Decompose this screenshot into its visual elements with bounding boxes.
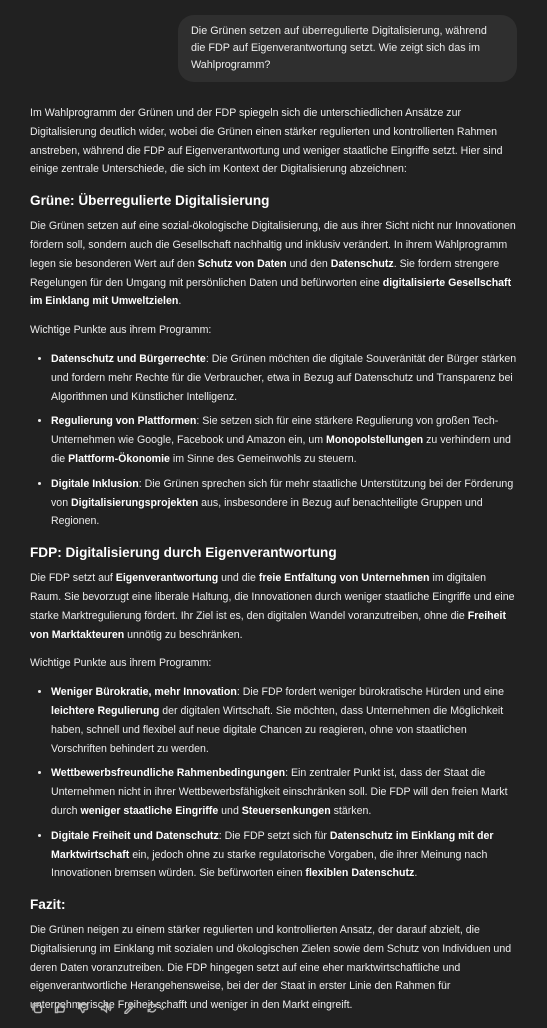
list-item: • Digitale Inklusion: Die Grünen sprechen sich für mehr staatliche Unterstützung bei der Förderung von Digitalisierungsprojekten aus, insbesondere in Bezug auf benachteiligte Gruppen und Regionen. <box>51 475 520 531</box>
intro-paragraph: Im Wahlprogramm der Grünen und der FDP spiegeln sich die unterschiedlichen Ansätze zur Digitalisierung deutlich wider, wobei die Grünen einen stärker regulierten und kontrollierten Rahmen anstreben, während die FDP auf Eigenverantwortung und weniger staatliche Eingriffe setzt. Hier sind einige zentrale Unterschiede, die sich im Kontext der Digitalisierung abzeichnen: <box>30 107 503 176</box>
copy-button[interactable] <box>30 1001 44 1015</box>
fdp-paragraph: Die FDP setzt auf Eigenverantwortung und die freie Entfaltung von Unternehmen im digitalen Raum. Sie bevorzugt eine liberale Haltung, die Innovationen durch weniger staatliche Eingriffe und eine starke Marktregulierung fördert. Ihr Ziel ist es, den digitalen Wandel voranzutreiben, ohne die Freiheit von Marktakteuren unnötig zu beschränken. <box>30 572 515 641</box>
fdp-points-list <box>30 683 520 883</box>
message-actions-bar <box>30 1000 167 1016</box>
list-item: • Regulierung von Plattformen: Sie setzen sich für eine stärkere Regulierung von großen Tech-Unternehmen wie Google, Facebook und Amazon ein, um Monopolstellungen zu verhindern und die Plattform-Ökonomie im Sinne des Gemeinwohls zu steuern. <box>51 412 520 468</box>
fazit-heading: Fazit: <box>30 897 66 913</box>
list-item: • Digitale Freiheit und Datenschutz: Die FDP setzt sich für Datenschutz im Einklang mit der Marktwirtschaft ein, jedoch ohne zu starke regulatorische Vorgaben, die ihrer Meinung nach Innovationen bremsen würden. Sie befürworten einen flexiblen Datenschutz. <box>51 827 520 883</box>
gruene-paragraph: Die Grünen setzen auf eine sozial-ökologische Digitalisierung, die aus ihrer Sicht nicht nur Innovationen fördern soll, sondern auch die Gesellschaft nachhaltig und inklusiv verändert. In ihrem Wahlprogramm legen sie besonderen Wert auf den Schutz von Daten und den Datenschutz. Sie fordern strengere Regelungen für den Umgang mit persönlichen Daten und befürworten eine digitalisierte Gesellschaft im Einklang mit Umweltzielen. <box>30 220 516 308</box>
thumbs-up-button[interactable] <box>53 1001 67 1015</box>
regenerate-icon <box>146 1002 158 1014</box>
user-message-text: Die Grünen setzen auf überregulierte Digitalisierung, während die FDP auf Eigenverantwortung setzt. Wie zeigt sich das im Wahlprogramm? <box>191 25 487 71</box>
gruene-points-list <box>30 350 520 531</box>
thumbs-down-icon <box>77 1002 89 1014</box>
sparkle-edit-icon <box>123 1002 135 1014</box>
list-item: • Weniger Bürokratie, mehr Innovation: Die FDP fordert weniger bürokratische Hürden und eine leichtere Regulierung der digitalen Wirtschaft. Sie möchten, dass Unternehmen die Möglichkeit haben, schnell und flexibel auf neue digitale Chancen zu reagieren, ohne von staatlichen Vorschriften behindert zu werden. <box>51 683 520 758</box>
list-item: • Wettbewerbsfreundliche Rahmenbedingungen: Ein zentraler Punkt ist, dass der Staat die Unternehmen nicht in ihrer Wettbewerbsfähigkeit einschränken soll. Die FDP will den freien Markt durch weniger staatliche Eingriffe und Steuersenkungen stärken. <box>51 764 520 820</box>
thumbs-up-icon <box>54 1002 66 1014</box>
chevron-down-icon <box>159 1005 166 1012</box>
gruene-heading: Grüne: Überregulierte Digitalisierung <box>30 193 270 209</box>
regenerate-button[interactable] <box>145 1001 167 1015</box>
fdp-points-label: Wichtige Punkte aus ihrem Programm: <box>30 657 212 670</box>
fdp-heading: FDP: Digitalisierung durch Eigenverantwortung <box>30 545 337 561</box>
gruene-points-label: Wichtige Punkte aus ihrem Programm: <box>30 324 212 337</box>
thumbs-down-button[interactable] <box>76 1001 90 1015</box>
list-item: • Datenschutz und Bürgerrechte: Die Grünen möchten die digitale Souveränität der Bürger stärken und fordern mehr Rechte für die Verbraucher, etwa in Bezug auf Datenschutz und Transparenz bei Algorithmen und Künstlicher Intelligenz. <box>51 350 520 406</box>
assistant-response <box>30 104 520 1025</box>
fazit-paragraph: Die Grünen neigen zu einem stärker regulierten und kontrollierten Ansatz, der darauf abzielt, die Digitalisierung im Einklang mit sozialen und ökologischen Zielen sowie dem Schutz von Individuen und deren Daten voranzutreiben. Die FDP hingegen setzt auf eine eher marktwirtschaftliche und eigenverantwortliche Herangehensweise, bei der der Staat in erster Linie den Rahmen für unternehmerische Freiheit schafft und weniger in den Markt eingreift. <box>30 924 512 1012</box>
copy-icon <box>31 1002 43 1014</box>
speaker-icon <box>100 1002 112 1014</box>
user-message-bubble <box>178 15 517 82</box>
read-aloud-button[interactable] <box>99 1001 113 1015</box>
edit-button[interactable] <box>122 1001 136 1015</box>
